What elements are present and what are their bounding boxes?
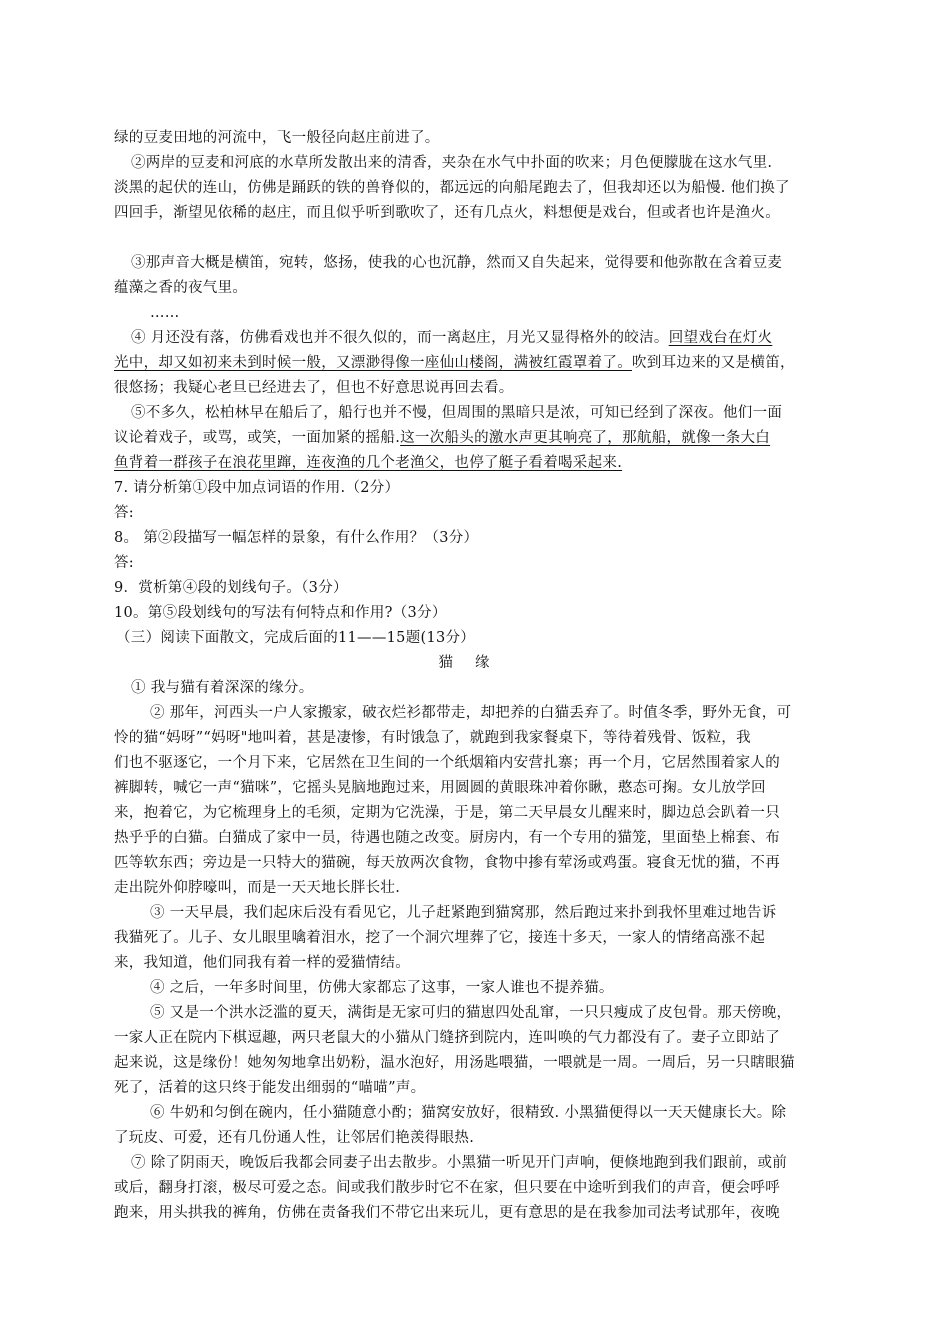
plain-text: 议论着戏子，或骂，或笑，一面加紧的摇船. [114,430,401,446]
passage-line [114,353,874,373]
passage-line: 来，我知道，他们同我有着一样的爱猫情结。 [114,955,410,971]
passage-line: ① 我与猫有着深深的缘分。 [131,680,314,696]
passage-line [114,453,874,473]
passage-line: ③那声音大概是横笛，宛转，悠扬，使我的心也沉静，然而又自失起来，觉得要和他弥散在含着豆麦 [131,255,783,271]
underlined-sentence: 光中，却又如初来未到时候一般，又漂渺得像一座仙山楼阁，满被红霞罩着了。 [114,355,632,371]
answer-label: 答: [114,505,134,521]
passage-line: ② 那年，河西头一户人家搬家，破衣烂衫都带走，却把养的白猫丢弃了。时值冬季，野外无食，可 [150,705,792,721]
passage-line: 蕴藻之香的夜气里。 [114,280,248,296]
passage-line: 了玩皮、可爱，还有几份通人性，让邻居们艳羡得眼热. [114,1130,475,1146]
passage-line: ②两岸的豆麦和河底的水草所发散出来的清香，夹杂在水气中扑面的吹来；月色便朦胧在这水气里. [131,155,773,171]
passage-line: 很悠扬；我疑心老旦已经进去了，但也不好意思说再回去看。 [114,380,514,396]
passage-line [131,328,891,348]
passage-line: ⑤ 又是一个洪水泛滥的夏天，满街是无家可归的猫崽四处乱窜，一只只瘦成了皮包骨。那天傍晚， [150,1005,792,1021]
passage-line: 匹等软东西；旁边是一只特大的猫碗，每天放两次食物，食物中掺有荤汤或鸡蛋。寝食无忧的猫，不再 [114,855,780,871]
question-10: 10。第⑤段划线句的写法有何特点和作用?（3分） [114,605,447,621]
passage-line: ④ 之后，一年多时间里，仿佛大家都忘了这事，一家人谁也不提养猫。 [150,980,614,996]
passage-line: 们也不驱逐它，一个月下来，它居然在卫生间的一个纸烟箱内安营扎寨；再一个月，它居然围着家人的 [114,755,780,771]
underlined-sentence: 这一次船头的激水声更其响亮了，那航船，就像一条大白 [400,430,771,446]
passage-line: 我猫死了。儿子、女儿眼里噙着泪水，挖了一个洞穴埋葬了它，接连十多天，一家人的情绪高涨不起 [114,930,766,946]
passage-line: 死了，活着的这只终于能发出细弱的“喵喵”声。 [114,1080,426,1096]
plain-text: ④ 月还没有落，仿佛看戏也并不很久似的，而一离赵庄，月光又显得格外的皎洁。 [131,330,669,346]
passage-line: ⑦ 除了阴雨天，晚饭后我都会同妻子出去散步。小黑猫一听见开门声响，便倏地跑到我们跟前，或前 [131,1155,788,1171]
passage-line: 或后，翻身打滚，极尽可爱之态。间或我们散步时它不在家，但只要在中途听到我们的声音，便会呼呼 [114,1180,780,1196]
question-8: 8。 第②段描写一幅怎样的景象，有什么作用？（3分） [114,530,479,546]
passage-line: ⑥ 牛奶和匀倒在碗内，任小猫随意小酌；猫窝安放好，很精致. 小黑猫便得以一天天健康长大。除 [150,1105,787,1121]
passage-line: 怜的猫“妈呀”“妈呀"地叫着，甚是凄惨，有时饿急了，就跑到我家餐桌下，等待着残骨、饭粒，我 [114,730,751,746]
essay-title: 猫缘 [438,655,512,671]
passage-line: 一家人正在院内下棋逗趣，两只老鼠大的小猫从门缝挤到院内，连叫唤的气力都没有了。妻子立即站了 [114,1030,780,1046]
answer-label: 答: [114,555,134,571]
passage-line: 绿的豆麦田地的河流中，飞一般径向赵庄前进了。 [114,130,440,146]
passage-line: 四回手，渐望见依稀的赵庄，而且似乎听到歌吹了，还有几点火，料想便是戏台，但或者也许是渔火。 [114,205,780,221]
passage-line: 淡黑的起伏的连山，仿佛是踊跃的铁的兽脊似的，都远远的向船尾跑去了，但我却还以为船慢. 他们换了 [114,180,790,196]
question-7: 7. 请分析第①段中加点词语的作用.（2分） [114,480,400,496]
passage-line: 起来说，这是缘份！她匆匆地拿出奶粉，温水泡好，用汤匙喂猫，一喂就是一周。一周后，另一只瞎眼猫 [114,1055,795,1071]
passage-line: ⑤不多久，松柏林早在船后了，船行也并不慢，但周围的黑暗只是浓，可知已经到了深夜。他们一面 [131,405,783,421]
passage-line: 热乎乎的白猫。白猫成了家中一员，待遇也随之改变。厨房内，有一个专用的猫笼，里面垫上棉套、布 [114,830,780,846]
passage-line [114,428,874,448]
ellipsis: …… [150,305,180,321]
section-instruction: （三）阅读下面散文，完成后面的11——15题(13分） [116,630,476,646]
underlined-sentence: 鱼背着一群孩子在浪花里蹿，连夜渔的几个老渔父，也停了艇子看着喝采起来. [114,455,623,471]
question-9: 9．赏析第④段的划线句子。（3分） [114,580,348,596]
passage-line: 裤脚转，喊它一声“猫咪”，它摇头晃脑地跑过来，用圆圆的黄眼珠冲着你瞅，憨态可掬。女儿放学回 [114,780,766,796]
passage-line: 来，抱着它，为它梳理身上的毛须，定期为它洗澡，于是，第二天早晨女儿醒来时，脚边总会趴着一只 [114,805,780,821]
underlined-sentence: 回望戏台在灯火 [668,330,773,346]
passage-line: 跑来，用头拱我的裤角，仿佛在责备我们不带它出来玩儿，更有意思的是在我参加司法考试那年，夜晚 [114,1205,780,1221]
passage-line: 走出院外仰脖嚎叫，而是一天天地长胖长壮. [114,880,401,896]
passage-line: ③ 一天早晨，我们起床后没有看见它，儿子赶紧跑到猫窝那，然后跑过来扑到我怀里难过地告诉 [150,905,777,921]
plain-text: 吹到耳边来的又是横笛， [632,355,795,371]
